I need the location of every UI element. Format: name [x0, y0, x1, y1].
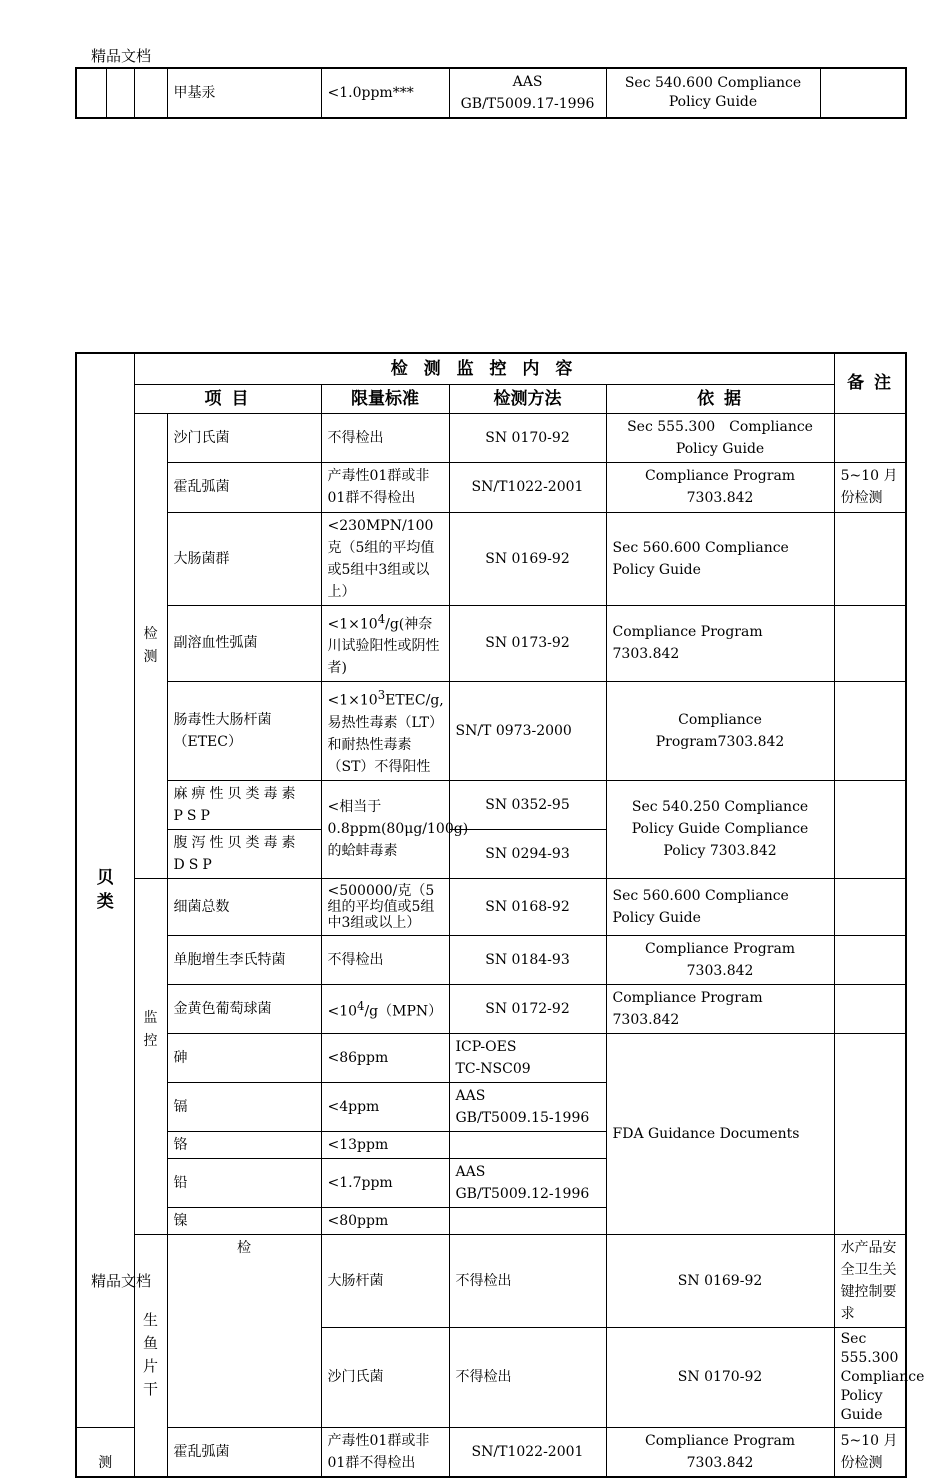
- inspection-table: [75, 352, 925, 1478]
- basis-cell: Compliance Program 7303.842: [606, 1427, 834, 1477]
- method-cell: SN 0170-92: [606, 1327, 834, 1427]
- method-cell: SN 0169-92: [449, 512, 606, 605]
- basis-cell: Sec 560.600 Compliance Policy Guide: [606, 512, 834, 605]
- method-cell-dsp: SN 0294-93: [449, 829, 606, 878]
- limit-cell: 不得检出: [449, 1234, 606, 1327]
- header-label: 精品文档: [91, 47, 152, 65]
- method-cell: SN/T1022-2001: [449, 1427, 606, 1477]
- basis-cell: Compliance Program 7303.842: [606, 984, 834, 1033]
- subcategory-detect-b: 测: [76, 1427, 134, 1477]
- basis-cell: Sec 540.600 Compliance Policy Guide: [606, 68, 820, 118]
- item-cell: 砷: [167, 1033, 321, 1082]
- note-cell: [834, 984, 906, 1033]
- item-cell: 铅: [167, 1158, 321, 1207]
- subcategory-detect: 检 测: [134, 413, 167, 878]
- method-cell: SN 0172-92: [449, 984, 606, 1033]
- limit-exponent: 4: [357, 998, 365, 1013]
- method-cell: SN 0168-92: [449, 878, 606, 935]
- method-cell: SN 0170-92: [449, 413, 606, 462]
- col-header-method: 检测方法: [449, 384, 606, 413]
- limit-cell: 不得检出: [449, 1327, 606, 1427]
- item-cell: 铬: [167, 1131, 321, 1158]
- limit-cell: [321, 682, 449, 781]
- note-cell: [834, 682, 906, 781]
- method-cell: [449, 1158, 606, 1207]
- basis-cell: Sec 555.300 Compliance Policy Guide: [606, 413, 834, 462]
- item-cell: 大肠菌群: [167, 512, 321, 605]
- footer-label: 精品文档: [91, 1272, 152, 1290]
- note-cell: [834, 1033, 906, 1234]
- method-cell: SN/T 0973-2000: [449, 682, 606, 781]
- subcategory-monitor: 监 控: [134, 878, 167, 1234]
- limit-cell-toxin: <相当于0.8ppm(80μg/100g)的蛤蚌毒素: [321, 780, 449, 878]
- limit-exponent: 3: [377, 688, 386, 703]
- method-line: AAS: [455, 1163, 486, 1180]
- method-cell: SN 0173-92: [449, 605, 606, 682]
- item-cell: 细菌总数: [167, 878, 321, 935]
- limit-cell: <4ppm: [321, 1082, 449, 1131]
- limit-text: <1×10: [327, 616, 378, 633]
- category-raw-fish: 生 鱼 片 干: [134, 1234, 167, 1477]
- top-continuation-table: [75, 67, 907, 119]
- limit-cell: <13ppm: [321, 1131, 449, 1158]
- item-cell: 甲基汞: [167, 68, 321, 118]
- item-cell: 副溶血性弧菌: [167, 605, 321, 682]
- limit-cell: <1.7ppm: [321, 1158, 449, 1207]
- item-cell: 金黄色葡萄球菌: [167, 984, 321, 1033]
- item-cell: 肠毒性大肠杆菌（ETEC）: [167, 682, 321, 781]
- method-cell: [449, 1131, 606, 1158]
- item-cell: 大肠杆菌: [321, 1234, 449, 1327]
- limit-cell: 不得检出: [321, 413, 449, 462]
- limit-text: /g（MPN）: [364, 1003, 443, 1020]
- empty-cell: [106, 68, 134, 118]
- basis-cell: Compliance Program 7303.842: [606, 935, 834, 984]
- method-cell: SN/T1022-2001: [449, 462, 606, 512]
- table-title: 检 测 监 控 内 容: [134, 353, 834, 384]
- item-cell: 霍乱弧菌: [167, 1427, 321, 1477]
- limit-text: <10: [327, 1003, 358, 1020]
- item-cell: 霍乱弧菌: [167, 462, 321, 512]
- limit-cell: 产毒性01群或非01群不得检出: [321, 462, 449, 512]
- note-cell: [834, 605, 906, 682]
- limit-text: /g(神奈川试验阳性或阴性者): [327, 616, 440, 677]
- category-shellfish: 贝 类: [76, 353, 134, 1427]
- limit-cell: <86ppm: [321, 1033, 449, 1082]
- basis-cell: Sec 560.600 Compliance Policy Guide: [606, 878, 834, 935]
- item-cell-dsp: 腹泻性贝类毒素DSP: [167, 829, 321, 878]
- item-cell: 镍: [167, 1207, 321, 1234]
- empty-cell: [76, 68, 106, 118]
- basis-cell: Compliance Program 7303.842: [606, 605, 834, 682]
- limit-text: <1×10: [327, 692, 378, 709]
- basis-cell: Compliance Program7303.842: [606, 682, 834, 781]
- method-cell: [449, 1082, 606, 1131]
- method-line: AAS: [512, 74, 543, 90]
- method-line: GB/T5009.17-1996: [460, 96, 595, 112]
- note-cell: [834, 512, 906, 605]
- item-cell: 镉: [167, 1082, 321, 1131]
- limit-exponent: 4: [377, 611, 386, 626]
- basis-cell: 水产品安全卫生关键控制要求: [834, 1234, 906, 1327]
- limit-cell: <230MPN/100克（5组的平均值或5组中3组或以上）: [321, 512, 449, 605]
- method-line: ICP-OES: [455, 1038, 517, 1055]
- item-cell: 单胞增生李氏特菌: [167, 935, 321, 984]
- method-line: TC-NSC09: [455, 1060, 531, 1077]
- note-cell: [834, 935, 906, 984]
- limit-cell: 不得检出: [321, 935, 449, 984]
- note-cell: [834, 413, 906, 462]
- note-cell: [834, 878, 906, 935]
- note-cell: [834, 780, 906, 878]
- note-header: 备 注: [834, 353, 906, 413]
- limit-cell: <80ppm: [321, 1207, 449, 1234]
- col-header-item: 项 目: [134, 384, 321, 413]
- item-cell-psp: 麻痹性贝类毒素PSP: [167, 780, 321, 829]
- col-header-limit: 限量标准: [321, 384, 449, 413]
- method-cell: SN 0169-92: [606, 1234, 834, 1327]
- method-cell-psp: SN 0352-95: [449, 780, 606, 829]
- item-cell: 沙门氏菌: [167, 413, 321, 462]
- empty-cell: [134, 68, 167, 118]
- method-line: GB/T5009.12-1996: [455, 1185, 590, 1202]
- item-cell: 沙门氏菌: [321, 1327, 449, 1427]
- method-cell: [449, 68, 606, 118]
- limit-cell: <500000/克（5组的平均值或5组中3组或以上）: [321, 878, 449, 935]
- limit-cell: 产毒性01群或非01群不得检出: [321, 1427, 449, 1477]
- basis-cell: Compliance Program 7303.842: [606, 462, 834, 512]
- note-cell: 5~10 月份检测: [834, 462, 906, 512]
- basis-cell-toxin: Sec 540.250 Compliance Policy Guide Compliance Policy 7303.842: [606, 780, 834, 878]
- method-cell: SN 0184-93: [449, 935, 606, 984]
- method-cell: [449, 1207, 606, 1234]
- method-line: GB/T5009.15-1996: [455, 1109, 590, 1126]
- subcategory-detect-a: 检: [167, 1234, 321, 1427]
- method-line: AAS: [455, 1087, 486, 1104]
- limit-cell: <1.0ppm***: [321, 68, 449, 118]
- col-header-basis: 依 据: [606, 384, 834, 413]
- basis-cell-metals: FDA Guidance Documents: [606, 1033, 834, 1234]
- method-cell: [449, 1033, 606, 1082]
- limit-cell: [321, 984, 449, 1033]
- note-cell: [820, 68, 906, 118]
- note-cell: 5~10 月份检测: [834, 1427, 906, 1477]
- basis-cell: Sec 555.300 Compliance Policy Guide: [834, 1327, 906, 1427]
- limit-cell: [321, 605, 449, 682]
- limit-text: ETEC/g,易热性毒素（LT）和耐热性毒素（ST）不得阳性: [327, 692, 444, 775]
